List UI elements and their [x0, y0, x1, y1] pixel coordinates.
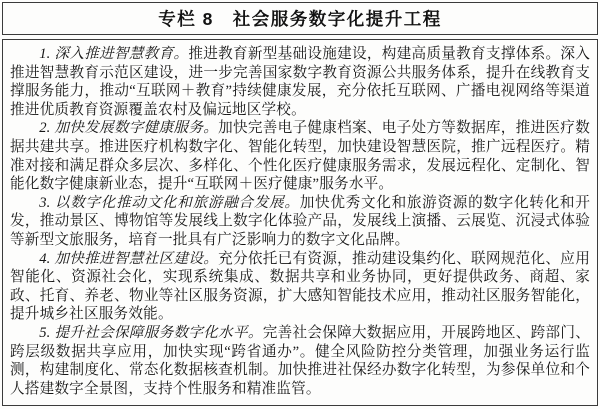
column-body-box	[2, 39, 598, 406]
paragraph-1	[10, 45, 590, 119]
paragraph-4-text: 充分依托已有资源，推动建设集约化、联网规范化、应用智能化、资源社会化，实现系统集成、数据共享和业务协同，更好提供政务、商超、家政、托育、养老、物业等社区服务资源，扩大感知智能技术应用，推动社区服务智能化，提升城乡社区服务效能。	[10, 250, 590, 323]
paragraph-2	[10, 119, 590, 193]
paragraph-4-lead: 4. 加快推进智慧社区建设。	[39, 250, 219, 267]
paragraph-1-lead: 1. 深入推进智慧教育。	[39, 46, 189, 62]
paragraph-5-text: 完善社会保障大数据应用，开展跨地区、跨部门、跨层级数据共享应用，加快实现“跨省通办”。健全风险防控分类管理，加强业务运行监测，构建制度化、常态化数据核查机制。加快推进社保经办数字化转型，为参保单位和个人搭建数字全景图，支持个性服务和精准监管。	[10, 324, 590, 397]
paragraph-3	[10, 194, 590, 250]
paragraph-1-text: 推进教育新型基础设施建设，构建高质量教育支撑体系。深入推进智慧教育示范区建设，进一步完善国家数字教育资源公共服务体系，提升在线教育支撑服务能力，推动“互联网＋教育”持续健康发展，充分依托互联网、广播电视网络等渠道推进优质教育资源覆盖农村及偏远地区学校。	[10, 46, 590, 118]
paragraph-2-text: 加快完善电子健康档案、电子处方等数据库，推进医疗数据共建共享。推进医疗机构数字化、智能化转型，加快建设智慧医院，推广远程医疗。精准对接和满足群众多层次、多样化、个性化医疗健康服务需求，发展远程化、定制化、智能化数字健康新业态，提升“互联网＋医疗健康”服务水平。	[10, 120, 590, 193]
column-title-box	[2, 2, 598, 35]
paragraph-3-lead: 3. 以数字化推动文化和旅游融合发展。	[39, 194, 300, 211]
paragraph-5	[10, 324, 590, 398]
paragraph-4	[10, 250, 590, 324]
paragraph-2-lead: 2. 加快发展数字健康服务。	[39, 120, 219, 137]
column-title: 专栏 8 社会服务数字化提升工程	[158, 9, 442, 29]
paragraph-5-lead: 5. 提升社会保障服务数字化水平。	[39, 324, 263, 341]
paragraph-3-text: 加快优秀文化和旅游资源的数字化转化和开发，推动景区、博物馆等发展线上数字化体验产品，发展线上演播、云展览、沉浸式体验等新型文旅服务，培育一批具有广泛影响力的数字文化品牌。	[10, 194, 590, 248]
